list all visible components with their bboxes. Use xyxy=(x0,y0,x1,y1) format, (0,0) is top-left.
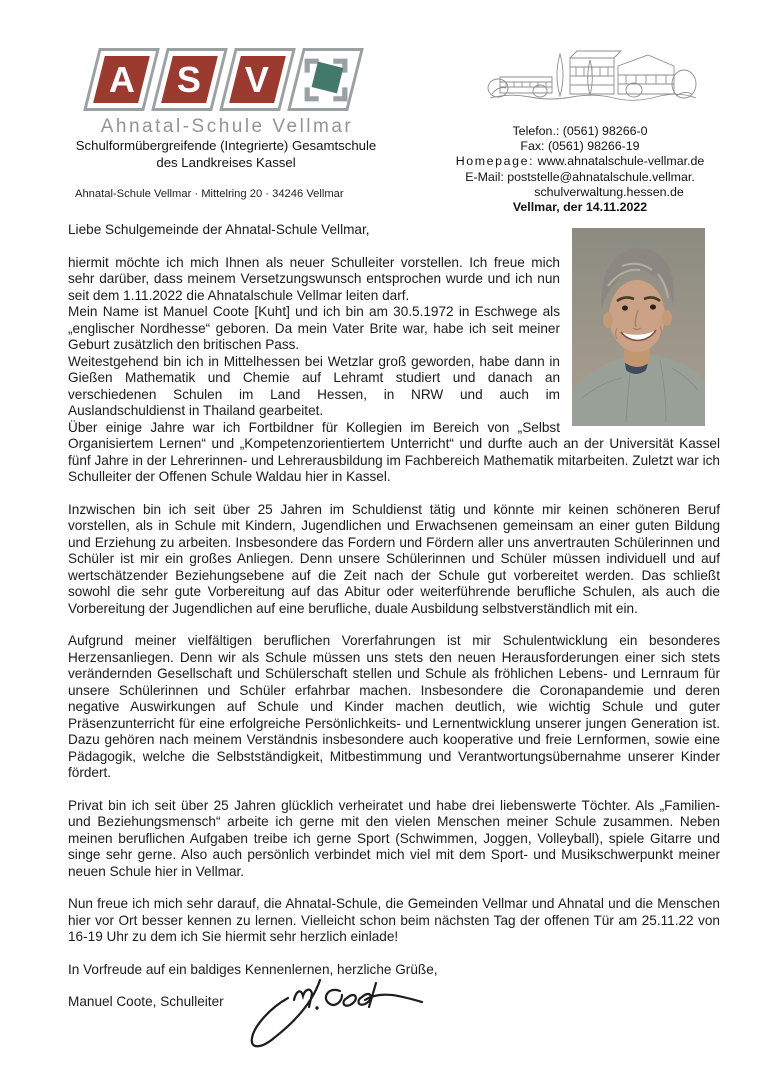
paragraph-name-origin: Mein Name ist Manuel Coote [Kuht] und ich bin am 30.5.1972 in Eschwege als „englischer Nordhesse“ geboren. Da mein Vater Brite war, habe ich seit meiner Geburt zusätzlich den britischen Pass. xyxy=(68,304,560,352)
logo-tile-viewfinder xyxy=(287,48,364,111)
paragraph-experience: Über einige Jahre war ich Fortbildner für Kollegien im Bereich von „Selbst Organisiertem Lernen“ und „Kompetenzorientiertem Unterricht“ und durfte auch an der Universität Kassel fünf Jahre in der Lehrerinnen- und Lehrerausbildung im Fachbereich Mathematik mitarbeiten. Zuletzt war ich Schulleiter der Offenen Schule Waldau hier in Kassel. xyxy=(68,419,720,484)
subtitle-line-2: des Landkreises Kassel xyxy=(156,155,296,170)
school-building-sketch-icon xyxy=(486,42,700,108)
paragraph-intro: hiermit möchte ich mich Ihnen als neuer Schulleiter vorstellen. Ich freue mich sehr darüber, dass meinem Versetzungswunsch entsprochen wurde und ich nun seit dem 1.11.2022 die Ahnatalschule Vellmar leiten darf. xyxy=(68,254,560,303)
signature-row xyxy=(68,994,720,1064)
email-address-part1: poststelle@ahnatalschule.vellmar. xyxy=(507,169,695,184)
logo-tile-v xyxy=(219,48,296,111)
email-label: E-Mail: xyxy=(465,169,504,184)
logo-letter-a: A xyxy=(108,58,135,100)
contact-block xyxy=(428,124,732,215)
paragraph-school-development: Aufgrund meiner vielfältigen beruflichen Vorerfahrungen ist mir Schulentwicklung ein besonderes Herzensanliegen. Denn wir als Schule müssen uns stets den neuen Herausforderungen einer sich stets verändernden Gesellschaft und Schülerschaft stellen und Schule als fröhlichen Lebens- und Lernraum für unsere Schülerinnen und Schüler erfahrbar machen. Insbesondere die Coronapandemie und deren negative Auswirkungen auf Schule und Kinder machen deutlich, wie wichtig Schule und guter Präsenzunterricht für eine erfolgreiche Persönlichkeits- und Lernentwicklung unserer jungen Generation ist. Dazu gehören nach meinem Verständnis insbesondere auch kooperative und freie Lernformen, sowie eine Pädagogik, welche die Selbstständigkeit, Mitbestimmung und Verantwortungsübernahme unserer Kinder fördert. xyxy=(68,633,720,780)
subtitle-line-1: Schulformübergreifende (Integrierte) Gesamtschule xyxy=(75,138,377,153)
paragraph-outlook: Nun freue ich mich sehr darauf, die Ahnatal-Schule, die Gemeinden Vellmar und Ahnatal und die Menschen hier vor Ort besser kennen zu lernen. Vielleicht schon beim nächsten Tag der offenen Tür am 25.11.22 von 16-19 Uhr zu dem ich Sie hiermit sehr herzlich einlade! xyxy=(68,896,720,944)
asv-logo xyxy=(85,48,369,138)
fax-line: Fax: (0561) 98266-19 xyxy=(520,139,640,154)
logo-letter-v: V xyxy=(245,58,270,100)
school-subtitle xyxy=(0,137,452,171)
email-address-part2: schulverwaltung.hessen.de xyxy=(534,184,684,199)
letter-body xyxy=(68,222,720,1064)
logo-letter-s: S xyxy=(177,58,202,100)
asv-logo-tiles xyxy=(85,48,369,111)
homepage-label: Homepage: xyxy=(455,154,535,169)
viewfinder-icon xyxy=(300,53,351,106)
logo-tile-a xyxy=(83,48,160,111)
homepage-url: www.ahnatalschule-vellmar.de xyxy=(537,154,705,169)
portrait-photo xyxy=(572,228,705,426)
paragraph-school-service: Inzwischen bin ich seit über 25 Jahren im Schuldienst tätig und könnte mir keinen schöneren Beruf vorstellen, als in Schule mit Kindern, Jugendlichen und Erwachsenen gemeinsam an einer guten Bildung und Erziehung zu arbeiten. Insbesondere das Fordern und Fördern aller uns anvertrauten Schülerinnen und Schüler ist mir ein großes Anliegen. Denn unsere Schülerinnen und Schüler müssen individuell und auf wertschätzender Beziehungsebene auf die Zeit nach der Schule gut vorbereitet werden. Das schließt sowohl die sehr gute Vorbereitung auf das Abitur oder weiterführende berufliche Schulen, als auch die Vorbereitung der Jugendlichen auf eine berufliche, duale Ausbildung selbstverständlich mit ein. xyxy=(68,501,720,616)
date-line: Vellmar, der 14.11.2022 xyxy=(512,200,648,215)
phone-line: Telefon.: (0561) 98266-0 xyxy=(512,124,648,138)
sender-address-line: Ahnatal-Schule Vellmar · Mittelring 20 · 34246 Vellmar xyxy=(75,188,344,200)
logo-tile-s xyxy=(151,48,228,111)
email-line xyxy=(428,170,732,185)
logo-wordmark: Ahnatal-Schule Vellmar xyxy=(100,116,354,137)
signature-scribble-icon xyxy=(216,978,426,1061)
paragraph-career: Weitestgehend bin ich in Mittelhessen bei Wetzlar groß geworden, habe dann in Gießen Mathematik und Chemie auf Lehramt studiert und danach an verschiedenen Schulen im Land Hessen, in NRW und auch im Auslandschuldienst in Thailand gearbeitet. xyxy=(68,353,560,418)
signoff-name: Manuel Coote, Schulleiter xyxy=(68,994,224,1009)
closing-line: In Vorfreude auf ein baldiges Kennenlernen, herzliche Grüße, xyxy=(68,961,438,977)
paragraph-private: Privat bin ich seit über 25 Jahren glücklich verheiratet und habe drei liebenswerte Töchter. Als „Familien- und Beziehungsmensch“ arbeite ich gerne mit den vielen Menschen meiner Schule zusammen. Neben meinen beruflichen Aufgaben treibe ich gerne Sport (Schwimmen, Joggen, Volleyball), spiele Gitarre und singe sehr gerne. Also auch persönlich verbindet mich viel mit dem Sport- und Musikschwerpunkt meiner neuen Schule hier in Vellmar. xyxy=(68,797,720,879)
salutation: Liebe Schulgemeinde der Ahnatal-Schule Vellmar, xyxy=(68,222,370,237)
homepage-line xyxy=(428,154,732,169)
